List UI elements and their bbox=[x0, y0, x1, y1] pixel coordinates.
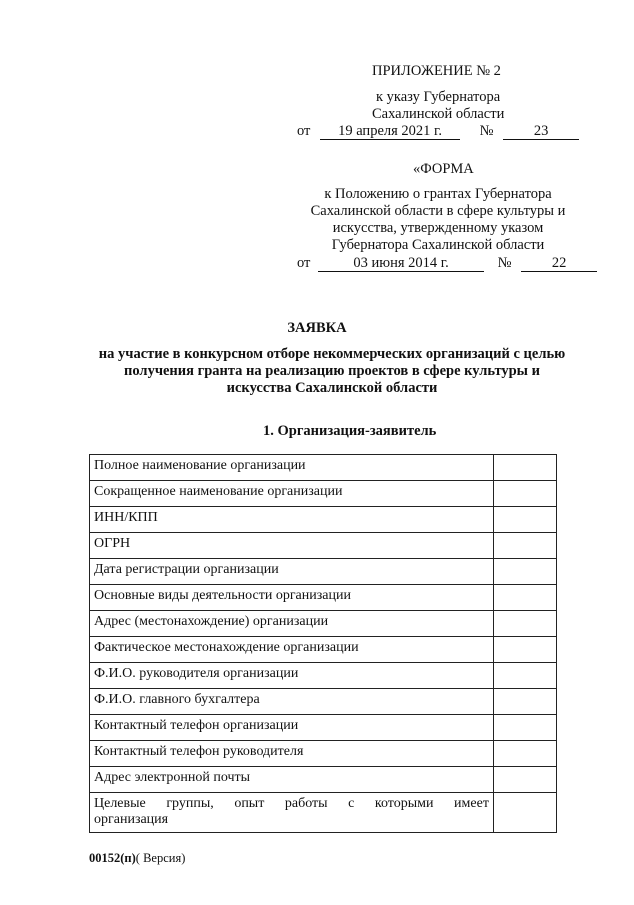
table-row bbox=[90, 507, 557, 533]
form-ref-line4: Губернатора Сахалинской области bbox=[331, 237, 545, 253]
row-value-cell[interactable] bbox=[494, 767, 557, 793]
table-row bbox=[90, 663, 557, 689]
table-row bbox=[90, 559, 557, 585]
word: Целевые bbox=[94, 796, 146, 811]
row-label: Адрес (местонахождение) организации bbox=[90, 611, 494, 637]
row-label: Контактный телефон руководителя bbox=[90, 741, 494, 767]
table-row bbox=[90, 585, 557, 611]
word: опыт bbox=[234, 796, 265, 811]
row-value-cell[interactable] bbox=[494, 507, 557, 533]
table-row bbox=[90, 455, 557, 481]
table-row bbox=[90, 793, 557, 833]
row-label: Полное наименование организации bbox=[90, 455, 494, 481]
row-value-cell[interactable] bbox=[494, 793, 557, 833]
subtitle-line2: получения гранта на реализацию проектов в сфере культуры и bbox=[124, 363, 540, 379]
subtitle-line1: на участие в конкурсном отборе некоммерческих организаций с целью bbox=[98, 346, 566, 362]
application-subtitle bbox=[60, 346, 604, 397]
footer-version-label: ( Версия) bbox=[135, 851, 186, 865]
row-label: ОГРН bbox=[90, 533, 494, 559]
table-row bbox=[90, 611, 557, 637]
form-from-label: от bbox=[297, 255, 311, 271]
row-value-cell[interactable] bbox=[494, 741, 557, 767]
table-row bbox=[90, 741, 557, 767]
table-row bbox=[90, 715, 557, 741]
table-row bbox=[90, 533, 557, 559]
form-number-label: № bbox=[497, 255, 512, 271]
row-label: Ф.И.О. руководителя организации bbox=[90, 663, 494, 689]
form-date: 03 июня 2014 г. bbox=[318, 255, 484, 272]
row-value-cell[interactable] bbox=[494, 559, 557, 585]
row-label: Фактическое местонахождение организации bbox=[90, 637, 494, 663]
form-ref-line3: искусства, утвержденному указом bbox=[332, 220, 544, 236]
row-value-cell[interactable] bbox=[494, 663, 557, 689]
target-groups-line2: организация bbox=[94, 812, 169, 827]
row-value-cell[interactable] bbox=[494, 533, 557, 559]
organization-table bbox=[89, 454, 557, 833]
table-row bbox=[90, 767, 557, 793]
section-title: 1. Организация-заявитель bbox=[263, 423, 437, 439]
row-label: Основные виды деятельности организации bbox=[90, 585, 494, 611]
form-ref-text bbox=[300, 186, 576, 254]
row-value-cell[interactable] bbox=[494, 637, 557, 663]
row-value-cell[interactable] bbox=[494, 455, 557, 481]
decree-number: 23 bbox=[503, 123, 579, 140]
row-value-cell[interactable] bbox=[494, 689, 557, 715]
table-row bbox=[90, 481, 557, 507]
word: имеет bbox=[454, 796, 489, 811]
row-value-cell[interactable] bbox=[494, 585, 557, 611]
target-groups-line1 bbox=[94, 796, 489, 812]
row-label: ИНН/КПП bbox=[90, 507, 494, 533]
form-number: 22 bbox=[521, 255, 597, 272]
footer-version bbox=[89, 851, 185, 866]
row-label: Адрес электронной почты bbox=[90, 767, 494, 793]
footer-code: 00152(п) bbox=[89, 851, 136, 865]
word: группы, bbox=[166, 796, 214, 811]
word: с bbox=[348, 796, 355, 811]
word: работы bbox=[284, 796, 328, 811]
number-label: № bbox=[479, 123, 494, 139]
table-row bbox=[90, 637, 557, 663]
row-value-cell[interactable] bbox=[494, 611, 557, 637]
appendix-title: ПРИЛОЖЕНИЕ № 2 bbox=[372, 63, 501, 79]
decree-date-line bbox=[297, 123, 579, 140]
row-label: Дата регистрации организации bbox=[90, 559, 494, 585]
table-row bbox=[90, 689, 557, 715]
form-date-line bbox=[297, 255, 597, 272]
form-title: «ФОРМА bbox=[413, 161, 474, 177]
decree-ref-line1: к указу Губернатора bbox=[376, 89, 501, 105]
subtitle-line3: искусства Сахалинской области bbox=[226, 380, 438, 396]
decree-date: 19 апреля 2021 г. bbox=[320, 123, 460, 140]
row-label: Сокращенное наименование организации bbox=[90, 481, 494, 507]
from-label: от bbox=[297, 123, 311, 139]
word: которыми bbox=[374, 796, 434, 811]
row-value-cell[interactable] bbox=[494, 481, 557, 507]
row-label: Ф.И.О. главного бухгалтера bbox=[90, 689, 494, 715]
form-ref-line2: Сахалинской области в сфере культуры и bbox=[310, 203, 566, 219]
decree-ref-line2: Сахалинской области bbox=[372, 106, 505, 122]
row-label: Контактный телефон организации bbox=[90, 715, 494, 741]
row-value-cell[interactable] bbox=[494, 715, 557, 741]
row-label-target-groups bbox=[90, 793, 494, 833]
form-ref-line1: к Положению о грантах Губернатора bbox=[324, 186, 552, 202]
application-title: ЗАЯВКА bbox=[287, 320, 347, 336]
